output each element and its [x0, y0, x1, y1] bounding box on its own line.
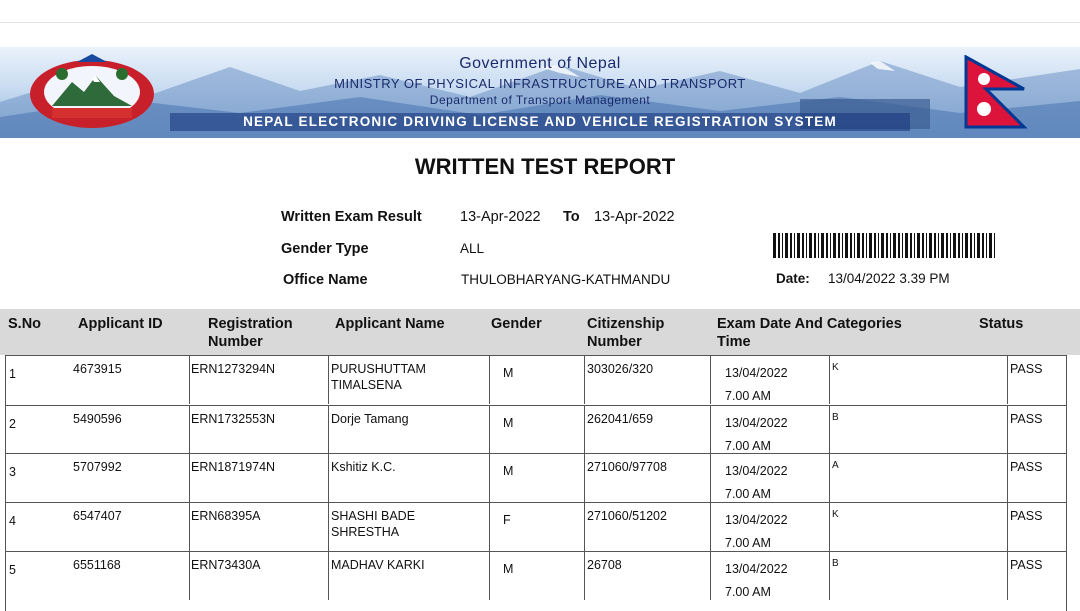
report-title: WRITTEN TEST REPORT — [414, 154, 676, 179]
column-divider — [710, 406, 711, 454]
cell-exam-date: 13/04/2022 — [725, 416, 788, 430]
cell-status: PASS — [1010, 362, 1043, 376]
table-body — [0, 355, 1080, 611]
column-divider — [710, 454, 711, 502]
column-divider — [829, 503, 830, 551]
header-registration-line1: Registration — [208, 316, 293, 332]
cell-exam-date: 13/04/2022 — [725, 366, 788, 380]
cell-exam-time: 7.00 AM — [725, 585, 771, 599]
column-divider — [584, 406, 585, 454]
header-exam-date-line2: Time — [717, 334, 751, 350]
cell-exam-date: 13/04/2022 — [725, 464, 788, 478]
column-divider — [328, 406, 329, 454]
office-name-value: THULOBHARYANG-KATHMANDU — [461, 272, 671, 287]
header-applicant-name: Applicant Name — [335, 316, 445, 332]
column-divider — [829, 552, 830, 600]
column-divider — [189, 406, 190, 454]
cell-exam-time: 7.00 AM — [725, 439, 771, 453]
cell-exam-datetime — [725, 558, 788, 606]
cell-exam-time: 7.00 AM — [725, 487, 771, 501]
cell-name-line2: SHRESTHA — [331, 525, 400, 539]
department-name: Department of Transport Management — [429, 93, 651, 107]
date-value: 13/04/2022 3.39 PM — [828, 271, 950, 286]
page-top-divider — [0, 22, 1080, 23]
cell-exam-time: 7.00 AM — [725, 389, 771, 403]
column-divider — [489, 503, 490, 551]
cell-name-line1: SHASHI BADE — [331, 509, 416, 523]
column-divider — [584, 454, 585, 502]
cell-registration: ERN73430A — [191, 558, 261, 572]
cell-category: B — [832, 412, 839, 423]
cell-exam-datetime — [725, 362, 788, 410]
cell-applicant-id: 6547407 — [73, 509, 122, 523]
table-row — [5, 551, 1067, 600]
cell-registration: ERN1871974N — [191, 460, 276, 474]
cell-status: PASS — [1010, 558, 1043, 572]
cell-exam-datetime — [725, 460, 788, 508]
cell-gender: F — [503, 513, 511, 527]
cell-applicant-name — [331, 459, 396, 507]
cell-status: PASS — [1010, 412, 1043, 426]
cell-gender: M — [503, 562, 514, 576]
banner-text-block — [0, 47, 1080, 138]
date-label: Date: — [776, 271, 810, 286]
table-row — [5, 453, 1067, 502]
column-divider — [328, 552, 329, 600]
cell-applicant-name — [331, 411, 409, 459]
cell-name-line1: Dorje Tamang — [331, 412, 409, 426]
header-gender: Gender — [491, 316, 542, 332]
cell-sno: 4 — [9, 514, 16, 528]
nepal-flag-icon — [962, 55, 1032, 131]
cell-sno: 3 — [9, 465, 16, 479]
cell-applicant-name — [331, 557, 425, 605]
barcode-icon — [773, 233, 995, 258]
cell-citizenship: 303026/320 — [587, 362, 654, 376]
column-divider — [328, 356, 329, 404]
ministry-name: MINISTRY OF PHYSICAL INFRASTRUCTURE AND TRANSPORT — [334, 76, 746, 91]
header-sno: S.No — [8, 316, 42, 332]
table-header — [0, 309, 1080, 355]
cell-name-line1: Kshitiz K.C. — [331, 460, 396, 474]
column-divider — [584, 356, 585, 404]
table-row — [5, 502, 1067, 551]
cell-exam-time: 7.00 AM — [725, 536, 771, 550]
column-divider — [829, 406, 830, 454]
cell-name-line1: MADHAV KARKI — [331, 558, 425, 572]
header-applicant-id: Applicant ID — [78, 316, 163, 332]
cell-exam-date: 13/04/2022 — [725, 513, 788, 527]
cell-sno: 1 — [9, 367, 16, 381]
header-citizenship-line2: Number — [587, 334, 642, 350]
column-divider — [584, 503, 585, 551]
cell-applicant-name — [331, 361, 426, 409]
gender-type-value: ALL — [460, 241, 485, 256]
cell-citizenship: 262041/659 — [587, 412, 654, 426]
cell-gender: M — [503, 416, 514, 430]
cell-name-line1: PURUSHUTTAM — [331, 362, 426, 376]
column-divider — [489, 356, 490, 404]
cell-registration: ERN1732553N — [191, 412, 276, 426]
column-divider — [710, 356, 711, 404]
cell-category: B — [832, 558, 839, 569]
column-divider — [328, 454, 329, 502]
header-status: Status — [979, 316, 1024, 332]
date-from: 13-Apr-2022 — [460, 209, 541, 225]
cell-exam-date: 13/04/2022 — [725, 562, 788, 576]
header-citizenship — [587, 315, 664, 351]
column-divider — [829, 356, 830, 404]
cell-applicant-id: 5490596 — [73, 412, 122, 426]
cell-sno: 2 — [9, 417, 16, 431]
cell-registration: ERN68395A — [191, 509, 261, 523]
cell-name-line2: TIMALSENA — [331, 378, 402, 392]
column-divider — [710, 552, 711, 600]
cell-registration: ERN1273294N — [191, 362, 276, 376]
cell-exam-datetime — [725, 509, 788, 557]
header-banner — [0, 47, 1080, 138]
column-divider — [1007, 406, 1008, 454]
header-registration-line2: Number — [208, 334, 263, 350]
column-divider — [189, 503, 190, 551]
cell-citizenship: 271060/97708 — [587, 460, 667, 474]
table-row — [5, 355, 1067, 404]
cell-applicant-id: 5707992 — [73, 460, 122, 474]
exam-result-label: Written Exam Result — [281, 209, 422, 225]
column-divider — [189, 552, 190, 600]
cell-status: PASS — [1010, 460, 1043, 474]
date-to: 13-Apr-2022 — [594, 209, 675, 225]
cell-category: A — [832, 460, 839, 471]
column-divider — [189, 454, 190, 502]
cell-applicant-id: 4673915 — [73, 362, 122, 376]
cell-applicant-name — [331, 508, 415, 556]
gender-type-label: Gender Type — [281, 241, 369, 257]
header-citizenship-line1: Citizenship — [587, 316, 665, 332]
column-divider — [1007, 552, 1008, 600]
cell-sno: 5 — [9, 563, 16, 577]
column-divider — [829, 454, 830, 502]
cell-applicant-id: 6551168 — [73, 558, 121, 572]
header-registration — [208, 315, 293, 351]
cell-category: K — [832, 509, 839, 520]
system-name: NEPAL ELECTRONIC DRIVING LICENSE AND VEHICLE REGISTRATION SYSTEM — [170, 113, 910, 131]
column-divider — [328, 503, 329, 551]
column-divider — [1007, 356, 1008, 404]
header-exam-date-line1: Exam Date And Categories — [717, 316, 902, 332]
cell-citizenship: 271060/51202 — [587, 509, 667, 523]
cell-gender: M — [503, 464, 514, 478]
column-divider — [710, 503, 711, 551]
to-label: To — [563, 209, 580, 225]
column-divider — [189, 356, 190, 404]
government-title: Government of Nepal — [459, 55, 621, 72]
column-divider — [489, 406, 490, 454]
cell-gender: M — [503, 366, 514, 380]
cell-category: K — [832, 362, 839, 373]
table-row — [5, 405, 1067, 454]
cell-status: PASS — [1010, 509, 1043, 523]
column-divider — [489, 454, 490, 502]
column-divider — [1007, 454, 1008, 502]
column-divider — [584, 552, 585, 600]
column-divider — [1007, 503, 1008, 551]
cell-citizenship: 26708 — [587, 558, 622, 572]
column-divider — [489, 552, 490, 600]
office-name-label: Office Name — [283, 272, 368, 288]
header-exam-date — [717, 315, 902, 351]
